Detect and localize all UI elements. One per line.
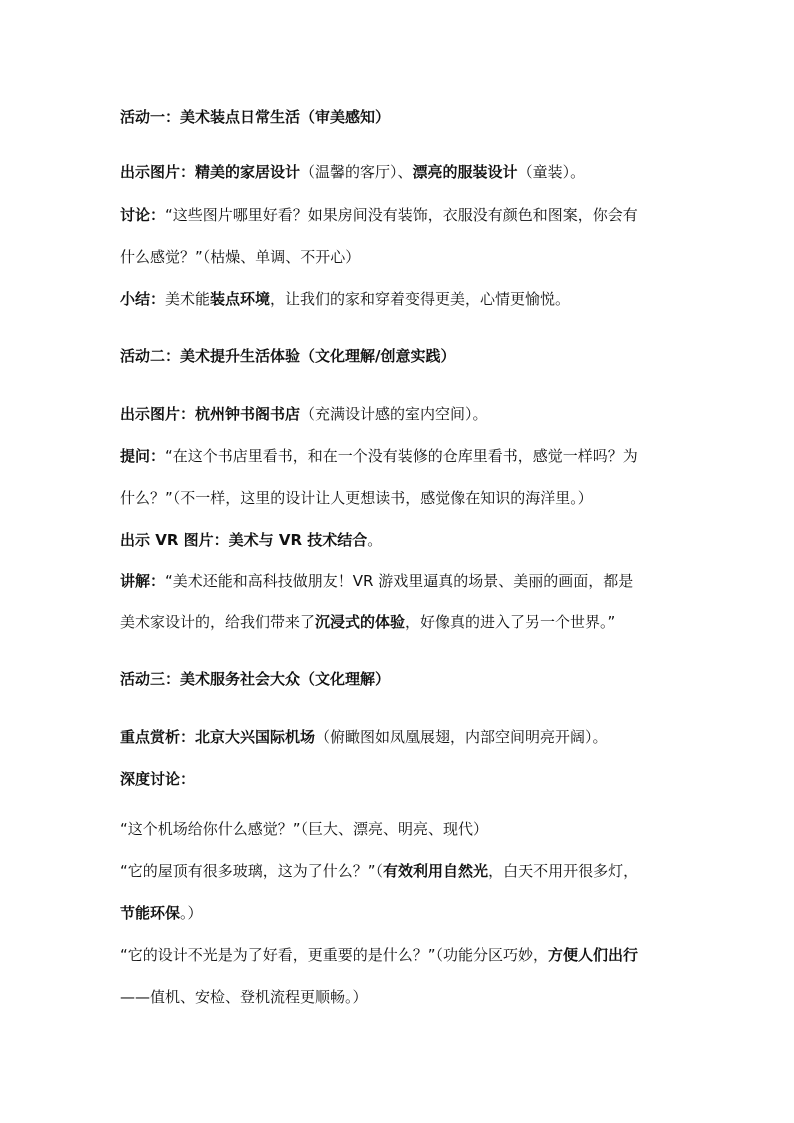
- activity2-explain-line-2: [120, 612, 615, 632]
- show-text-2: （童装）。: [517, 163, 586, 181]
- activity2-ask-line-1: [120, 446, 638, 466]
- show-bold: 杭州钟书阁书店: [195, 405, 301, 423]
- activity1-discuss-line-1: [120, 205, 638, 225]
- q2-bold-2: 节能环保: [120, 904, 181, 922]
- show-label: 出示图片：: [120, 405, 196, 423]
- activity3-question-3-cont: ——值机、安检、登机流程更顺畅。）: [120, 988, 368, 1006]
- activity1-summary-line: [120, 289, 570, 309]
- explain-bold: 沉浸式的体验: [315, 613, 406, 631]
- explain-label: 讲解：: [120, 572, 166, 590]
- explain-text-1: “美术还能和高科技做朋友！VR 游戏里逼真的场景、美丽的画面，都是: [165, 572, 634, 590]
- discuss-text-1: “这些图片哪里好看？如果房间没有装饰，衣服没有颜色和图案，你会有: [165, 206, 638, 224]
- activity3-focus-line: [120, 727, 608, 747]
- q2-text-2: ，白天不用开很多灯，: [488, 862, 639, 880]
- summary-bold: 装点环境: [210, 290, 271, 308]
- q3-text: “它的设计不光是为了好看，更重要的是什么？”（功能分区巧妙，: [120, 946, 549, 964]
- focus-bold: 北京大兴国际机场: [195, 728, 316, 746]
- activity3-question-3: [120, 945, 638, 965]
- activity1-heading: 活动一：美术装点日常生活（审美感知）: [120, 108, 391, 126]
- explain-text-2b: ，好像真的进入了另一个世界。”: [405, 613, 616, 631]
- activity2-explain-line-1: [120, 571, 633, 591]
- vr-label: 出示 VR 图片：: [120, 531, 229, 549]
- activity3-question-2-cont: [120, 903, 203, 923]
- discuss-label: 讨论：: [120, 206, 166, 224]
- focus-text: （俯瞰图如凤凰展翅，内部空间明亮开阔）。: [315, 728, 608, 746]
- vr-bold: 美术与 VR 技术结合: [228, 531, 368, 549]
- activity3-question-2: [120, 861, 638, 881]
- q2-bold: 有效利用自然光: [383, 862, 489, 880]
- summary-label: 小结：: [120, 290, 166, 308]
- ask-text-1: “在这个书店里看书，和在一个没有装修的仓库里看书，感觉一样吗？为: [165, 447, 638, 465]
- show-text-1: （温馨的客厅）、: [300, 163, 413, 181]
- q2-text-3: 。）: [180, 904, 203, 922]
- activity3-heading: 活动三：美术服务社会大众（文化理解）: [120, 670, 391, 688]
- q2-text: “它的屋顶有很多玻璃，这为了什么？”（: [120, 862, 384, 880]
- explain-text-2a: 美术家设计的，给我们带来了: [120, 613, 316, 631]
- show-label: 出示图片：: [120, 163, 196, 181]
- vr-text: 。: [367, 531, 383, 549]
- show-text: （充满设计感的室内空间）。: [300, 405, 488, 423]
- activity3-question-1: “这个机场给你什么感觉？”（巨大、漂亮、明亮、现代）: [120, 820, 489, 838]
- show-bold-2: 漂亮的服装设计: [412, 163, 518, 181]
- q3-bold: 方便人们出行: [548, 946, 639, 964]
- summary-text-2: ，让我们的家和穿着变得更美，心情更愉悦。: [270, 290, 571, 308]
- activity1-show-line: [120, 162, 585, 182]
- activity2-heading: 活动二：美术提升生活体验（文化理解/创意实践）: [120, 347, 456, 365]
- activity2-ask-line-2: 什么？”（不一样，这里的设计让人更想读书，感觉像在知识的海洋里。）: [120, 489, 593, 507]
- summary-text-1: 美术能: [165, 290, 211, 308]
- activity2-show-line: [120, 404, 488, 424]
- activity3-deep-label: 深度讨论：: [120, 770, 196, 788]
- ask-label: 提问：: [120, 447, 166, 465]
- activity2-vr-line: [120, 530, 382, 550]
- activity1-discuss-line-2: 什么感觉？”（枯燥、单调、不开心）: [120, 248, 361, 266]
- show-bold-1: 精美的家居设计: [195, 163, 301, 181]
- focus-label: 重点赏析：: [120, 728, 196, 746]
